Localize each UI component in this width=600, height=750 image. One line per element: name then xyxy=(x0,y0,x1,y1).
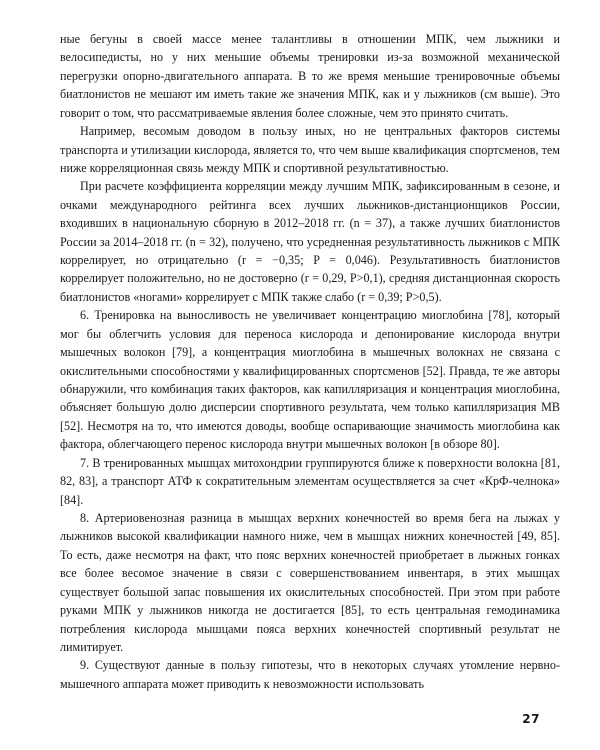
paragraph-item-6: 6. Тренировка на выносливость не увеличивает концентрацию миоглобина [78], который мог бы облегчить условия для переноса кислорода и депонирование кислорода внутри мышечных волокон [79], а концентрация миоглобина в мышечных волокнах не связана с окислительными способностями у квалифицированных спортсменов [52]. Правда, те же авторы обнаружили, что комбинация таких факторов, как капилляризация и концентрация миоглобина, объясняет большую долю дисперсии спортивного результата, чем только капилляризация МВ [52]. Несмотря на то, что имеются доводы, вообще оспаривающие значимость миоглобина как фактора, облегчающего перенос кислорода внутри мышечных волокон [в обзоре 80]. xyxy=(60,308,560,452)
paragraph: При расчете коэффициента корреляции между лучшим МПК, зафиксированным в сезоне, и очками международного рейтинга всех лучших лыжников-дистанционщиков России, входивших в национальную сборную в 2012–2018 гг. (n = 37), а также лучших биатлонистов России за 2014–2018 гг. (n = 32), получено, что усредненная результативность лыжников с МПК коррелирует, но отрицательно (r = −0,35; P = 0,046). Результативность биатлонистов коррелирует положительно, но не достоверно (r = 0,29, P>0,1), средняя дистанционная скорость биатлонистов «ногами» коррелирует с МПК также слабо (r = 0,39; P>0,5). xyxy=(60,179,560,304)
paragraph-continuation: ные бегуны в своей массе менее талантливы в отношении МПК, чем лыжники и велосипедисты, но у них меньшие объемы тренировки из-за возможной механической перегрузки опорно-двигательного аппарата. В то же время меньшие тренировочные объемы биатлонистов не мешают им иметь такие же значения МПК, как и у лыжников (см выше). Это говорит о том, что рассматриваемые явления более сложные, чем это принято считать. xyxy=(60,32,560,120)
paragraph: Например, весомым доводом в пользу иных, но не центральных факторов системы транспорта и утилизации кислорода, является то, что чем выше квалификация спортсменов, тем ниже корреляционная связь между МПК и спортивной результативностью. xyxy=(60,124,560,175)
paragraph-item-9: 9. Существуют данные в пользу гипотезы, что в некоторых случаях утомление нервно-мышечного аппарата может приводить к невозможности использовать xyxy=(60,658,560,691)
paragraph-item-8: 8. Артериовенозная разница в мышцах верхних конечностей во время бега на лыжах у лыжников высокой квалификации намного ниже, чем в мышцах нижних конечностей [49, 85]. То есть, даже несмотря на факт, что пояс верхних конечностей приобретает в лыжных гонках все более весомое значение в связи с совершенствованием инвентаря, в этих мышцах существует большой запас повышения их окислительных способностей. При этом при работе руками МПК у лыжников никогда не достигается [85], то есть центральная гемодинамика потребления кислорода мышцами пояса верхних конечностей спортивный результат не лимитирует. xyxy=(60,510,560,654)
page-number: 27 xyxy=(522,712,540,726)
paragraph-item-7: 7. В тренированных мышцах митохондрии группируются ближе к поверхности волокна [81, 82, 83], а транспорт АТФ к сократительным элементам осуществляется за счет «КрФ-челнока» [84]. xyxy=(60,455,560,507)
body-text xyxy=(60,30,560,693)
